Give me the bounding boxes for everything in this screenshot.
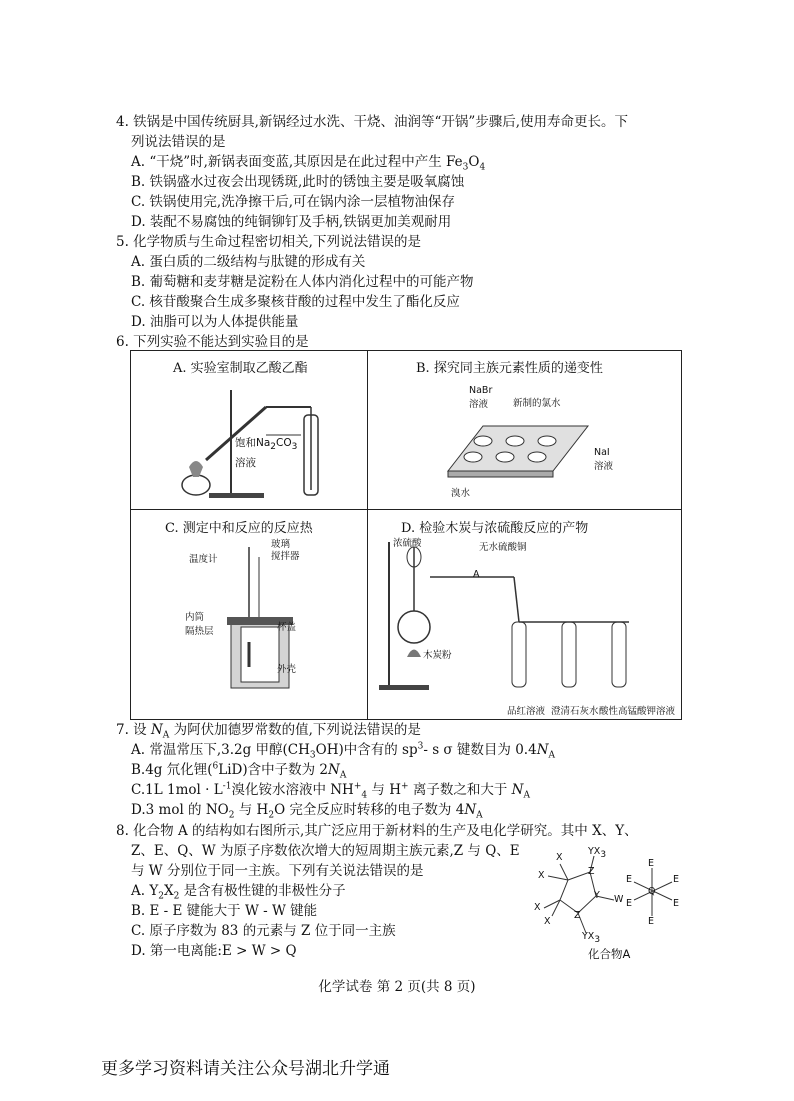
q4-option-d: D. 装配不易腐蚀的纯铜铆钉及手柄,铁锅更加美观耐用 [131,214,452,230]
promo-line: 更多学习资料请关注公众号湖北升学通 [101,1059,390,1079]
atom-e5: E [673,898,680,909]
q8-option-b: B. E - E 键能大于 W - W 键能 [131,903,318,919]
q5-option-c: C. 核苷酸聚合生成多聚核苷酸的过程中发生了酯化反应 [131,294,460,310]
page-footer: 化学试卷 第 2 页(共 8 页) [318,979,476,995]
label-inner-cup: 内筒 [185,612,205,623]
label-stirrer: 搅拌器 [271,551,300,562]
q7-stem: 7. 设 $N_A$ 为阿伏加德罗常数的值,下列说法错误的是 [116,722,421,741]
q7-option-a: A. 常温常压下,3.2g 甲醇$(CH_3OH)$中含有的 $sp^3-$ s σ 键数目为 $0.4N_A$ [131,741,555,761]
atom-z1: Z [588,866,595,877]
label-charcoal-powder: 木炭粉 [423,650,452,661]
atom-x1: X [556,852,563,863]
compound-a-caption: 化合物A [588,947,631,961]
atom-q: Q [648,886,656,897]
atom-e4: E [626,898,633,909]
atom-e1: E [648,858,655,869]
label-conc-sulfuric-acid: 浓硫酸 [393,538,422,549]
q4-stem-line1: 4. 铁锅是中国传统厨具,新锅经过水洗、干烧、油润等“开锅”步骤后,使用寿命更长。下 [116,114,629,130]
q6-experiment-table [130,350,682,720]
compound-a-bonds [530,838,690,963]
label-insulation: 隔热层 [185,626,214,637]
atom-x3: X [534,902,541,913]
label-nabr: NaBr [469,385,493,396]
atom-yx3-top: $YX_3$ [588,846,607,860]
q4-option-c: C. 铁锅使用完,洗净擦干后,可在锅内涂一层植物油保存 [131,194,456,210]
carbon-acid-apparatus-figure [379,537,674,697]
q4-option-b: B. 铁锅盛水过夜会出现锈斑,此时的锈蚀主要是吸氧腐蚀 [131,174,465,190]
q8-option-c: C. 原子序数为 83 的元素与 Z 位于同一主族 [131,923,396,939]
label-cup-lid: 杯盖 [277,622,297,633]
label-saturated-na2co3: 饱和$Na_2CO_3$ [235,437,298,453]
label-outer-shell: 外壳 [277,664,297,675]
q7-option-d: D.3 mol 的 $NO_2$ 与 $H_2O$ 完全反应时转移的电子数为 $4N_A$ [131,802,483,821]
label-magenta-solution: 品红溶液 [507,706,546,717]
q7-option-c: C.1L $1mol \cdot L^{-1}$溴化铵水溶液中 $NH^+_4$ 与 H+ 离子数之和大于 $N_A$ [131,781,530,801]
q4-option-a: A. “干烧”时,新锅表面变蓝,其原因是在此过程中产生 $Fe_3O_4$ [131,154,486,173]
label-thermometer: 温度计 [189,554,218,565]
label-bromine-water: 溴水 [451,488,471,499]
label-kmno4-solution: 酸性高锰酸钾溶液 [599,706,676,717]
q5-stem: 5. 化学物质与生命过程密切相关,下列说法错误的是 [116,234,421,250]
q5-option-b: B. 葡萄糖和麦芽糖是淀粉在人体内消化过程中的可能产物 [131,274,474,290]
label-a-tube: A [473,569,480,580]
q5-option-a: A. 蛋白质的二级结构与肽键的形成有关 [131,254,366,270]
spot-plate-figure [443,411,593,481]
cell-c-title: C. 测定中和反应的反应热 [165,521,313,536]
atom-z2: Z [574,910,581,921]
compound-a-structure [530,838,690,963]
atom-x4: X [544,916,551,927]
atom-x2: X [538,870,545,881]
q8-stem-line2: Z、E、Q、W 为原子序数依次增大的短周期主族元素,Z 与 Q、E [131,843,520,859]
atom-e6: E [648,916,655,927]
label-nai-solution: 溶液 [594,461,614,472]
label-nabr-solution: 溶液 [469,399,489,410]
label-anhydrous-cuso4: 无水硫酸铜 [479,542,527,553]
q8-stem-line3: 与 W 分别位于同一主族。下列有关说法错误的是 [131,863,424,879]
cell-b-title: B. 探究同主族元素性质的递变性 [416,361,603,376]
label-chlorine-water: 新制的氯水 [513,398,561,409]
table-divider-vertical [367,351,368,719]
label-solution-a: 溶液 [235,457,256,469]
cell-a-title: A. 实验室制取乙酸乙酯 [173,361,308,376]
q5-option-d: D. 油脂可以为人体提供能量 [131,314,299,330]
q8-stem-line1: 8. 化合物 A 的结构如右图所示,其广泛应用于新材料的生产及电化学研究。其中 X、Y、 [116,823,638,839]
label-limewater: 澄清石灰水 [551,706,599,717]
atom-e3: E [673,874,680,885]
cell-d-title: D. 检验木炭与浓硫酸反应的产物 [401,521,589,536]
q8-option-d: D. 第一电离能:E > W > Q [131,943,297,959]
q8-option-a: A. $Y_2X_2$ 是含有极性键的非极性分子 [131,883,346,902]
atom-e2: E [626,874,633,885]
atom-yx3-bottom: $YX_3$ [582,931,601,945]
label-nai: NaI [594,447,610,458]
q7-option-b: B.4g 氘化锂($^6$LiD)含中子数为 $2N_A$ [131,761,347,781]
q6-stem: 6. 下列实验不能达到实验目的是 [116,334,309,350]
table-divider-horizontal [131,509,681,510]
q4-stem-line2: 列说法错误的是 [131,134,226,150]
label-glass: 玻璃 [271,539,291,550]
atom-y: Y [594,890,600,901]
atom-w: W [614,894,624,905]
